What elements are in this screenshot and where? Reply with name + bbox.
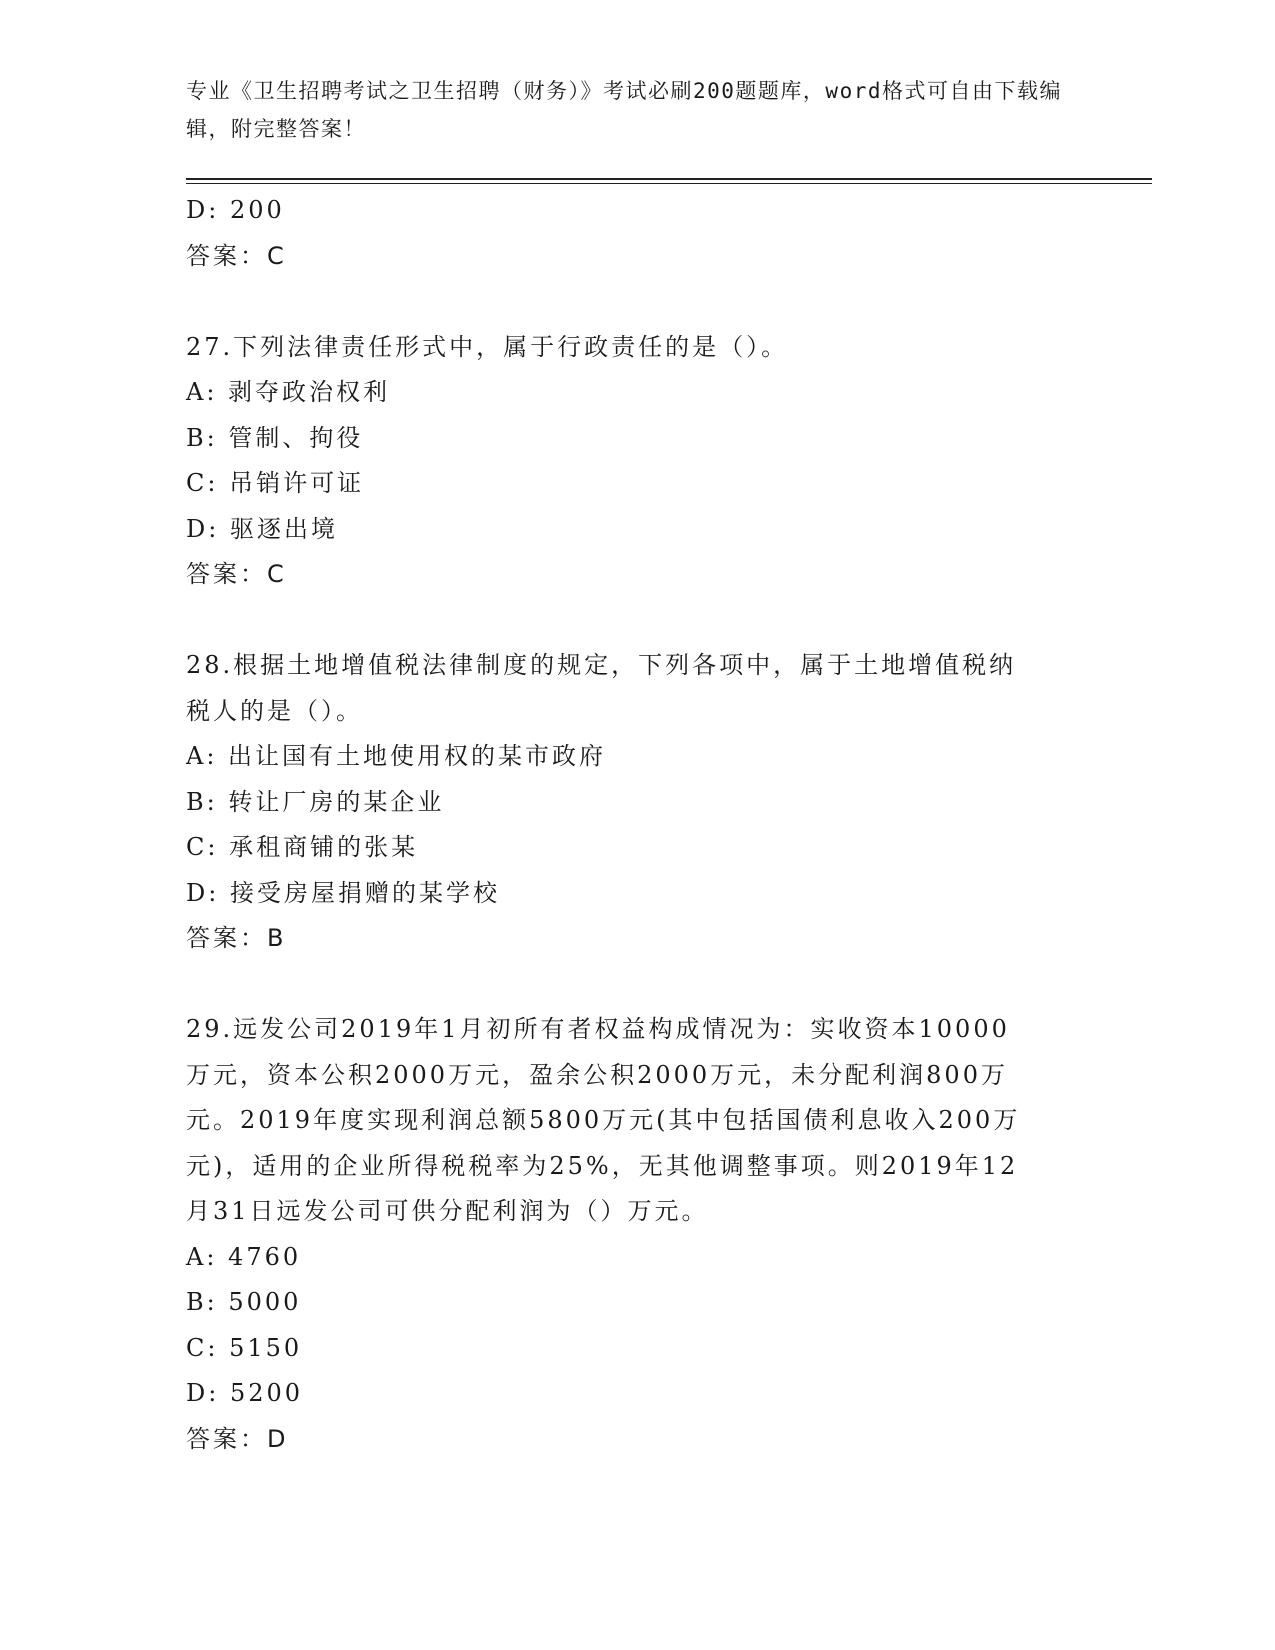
spacer xyxy=(186,279,1086,325)
question-stem: 元。2019年度实现利润总额5800万元(其中包括国债利息收入200万 xyxy=(186,1106,1021,1134)
option-a: A: 4760 xyxy=(186,1242,302,1271)
option-b: B: 5000 xyxy=(186,1288,302,1316)
spacer xyxy=(186,598,1086,644)
question-stem: 28.根据土地增值税法律制度的规定，下列各项中，属于土地增值税纳 xyxy=(186,651,1017,679)
option-d: D: 接受房屋捐赠的某学校 xyxy=(186,878,500,907)
header-rule-thin xyxy=(186,183,1152,184)
option-a: A: 剥夺政治权利 xyxy=(186,378,391,406)
question-28 xyxy=(186,643,1086,962)
answer-line: 答案：C xyxy=(186,241,287,270)
option-d: D: 5200 xyxy=(186,1379,304,1407)
option-d: D: 驱逐出境 xyxy=(186,514,338,543)
option-b: B: 管制、拘役 xyxy=(186,423,364,452)
option-b: B: 转让厂房的某企业 xyxy=(186,787,445,816)
header-rule-thick xyxy=(186,178,1152,180)
question-27 xyxy=(186,325,1086,598)
option-c: C: 5150 xyxy=(186,1333,303,1362)
question-stem: 元)，适用的企业所得税税率为25%，无其他调整事项。则2019年12 xyxy=(186,1151,1019,1180)
option-c: C: 吊销许可证 xyxy=(186,469,365,497)
option-d: D: 200 xyxy=(186,196,285,224)
option-a: A: 出让国有土地使用权的某市政府 xyxy=(186,742,607,770)
answer-line: 答案：D xyxy=(186,1424,289,1453)
question-stem: 税人的是（）。 xyxy=(186,696,363,725)
option-c: C: 承租商铺的张某 xyxy=(186,833,419,861)
question-stem: 万元，资本公积2000万元，盈余公积2000万元，未分配利润800万 xyxy=(186,1060,1008,1089)
question-content xyxy=(186,188,1086,1462)
question-29 xyxy=(186,1007,1086,1462)
answer-line: 答案：C xyxy=(186,560,287,588)
answer-line: 答案：B xyxy=(186,924,287,952)
question-stem: 月31日远发公司可供分配利润为（）万元。 xyxy=(186,1197,709,1225)
spacer xyxy=(186,962,1086,1008)
question-stem: 27.下列法律责任形式中，属于行政责任的是（）。 xyxy=(186,332,789,361)
question-stem: 29.远发公司2019年1月初所有者权益构成情况为：实收资本10000 xyxy=(186,1015,1010,1043)
document-header: 专业《卫生招聘考试之卫生招聘（财务）》考试必刷200题题库，word格式可自由下载编辑，附完整答案！ xyxy=(186,79,1062,141)
